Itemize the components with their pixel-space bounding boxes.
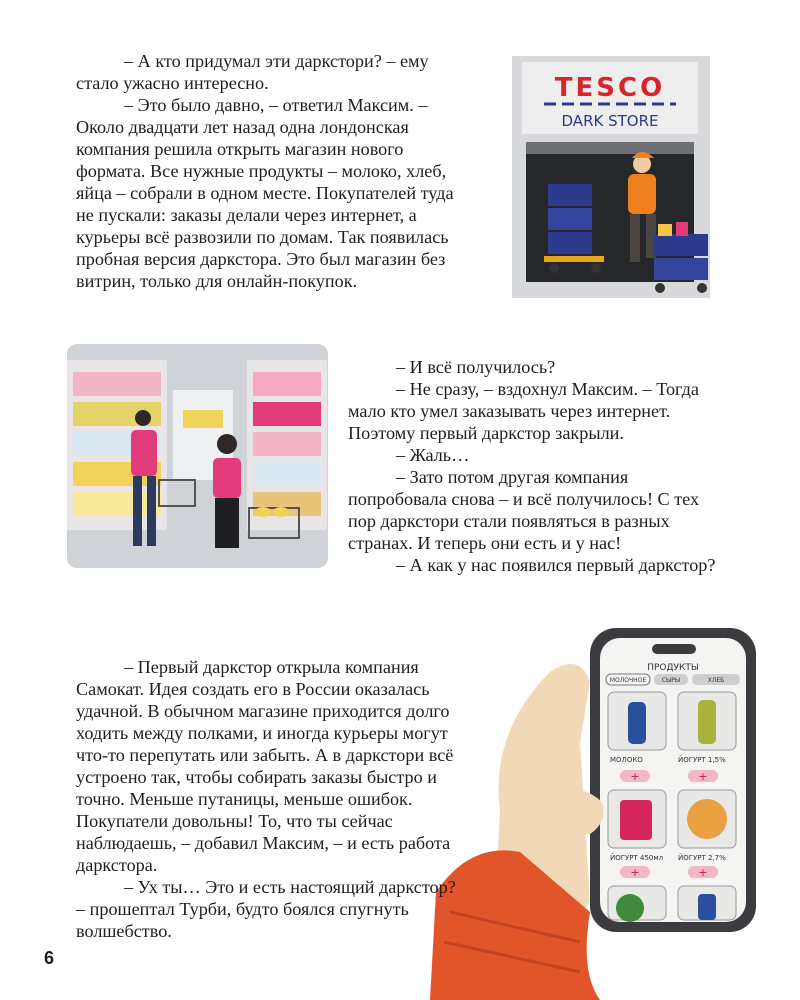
phone-in-hand-illustration [430, 612, 800, 1000]
add-button-symbol: + [698, 866, 708, 879]
paragraph: – Не сразу, – вздохнул Максим. – Тогда мало кто умел заказывать через интернет. Поэтому первый даркстор закрыли. [348, 379, 699, 443]
sign-subtitle: DARK STORE [561, 112, 659, 130]
paragraph: – Ух ты… Это и есть настоящий даркстор? – прошептал Турби, будто боялся спугнуть волшебство. [76, 877, 456, 941]
add-button-symbol: + [630, 770, 640, 783]
text-block-intro [76, 50, 456, 292]
tab-dairy: МОЛОЧНОЕ [609, 677, 647, 684]
paragraph: – Зато потом другая компания попробовала снова – и всё получилось! С тех пор даркстори стали появляться в разных странах. И теперь они есть и у нас! [348, 467, 700, 553]
product-milk-label: МОЛОКО [610, 756, 643, 764]
store-aisle-illustration [63, 340, 332, 572]
product-yogurt-450-label: ЙОГУРТ 450мл [610, 854, 664, 862]
product-yogurt-15-label: ЙОГУРТ 1,5% [678, 756, 726, 764]
add-button-symbol: + [698, 770, 708, 783]
paragraph: – Это было давно, – ответил Максим. – Около двадцати лет назад одна лондонская компания решила открыть магазин нового формата. Все нужные продукты – молоко, хлеб, яйца – собрали в одном месте. Покупателей туда не пускали: заказы делали через интернет, а курьеры всё развозили по домам. Так появилась пробная версия даркстора. Это был магазин без витрин, только для онлайн-покупок. [76, 95, 454, 291]
paragraph: – А кто придумал эти даркстори? – ему стало ужасно интересно. [76, 51, 429, 93]
tab-cheese: СЫРЫ [661, 677, 681, 684]
sign-brand: TESCO [554, 73, 666, 103]
page-number: 6 [44, 948, 55, 968]
paragraph: – Жаль… [396, 445, 470, 465]
tab-bread: ХЛЕБ [707, 677, 725, 684]
add-button-symbol: + [630, 866, 640, 879]
paragraph: – Первый даркстор открыла компания Самокат. Идея создать его в России оказалась удачной. В обычном магазине приходится долго ходить между полками, и иногда курьеры могут что-то перепутать или забыть. А в даркстори всё устроено так, чтобы собирать заказы быстро и точно. Меньше путаницы, меньше ошибок. Покупатели довольны! То, что ты сейчас наблюдаешь, – добавил Максим, – и есть работа даркстора. [76, 657, 454, 875]
paragraph: – И всё получилось? [396, 357, 556, 377]
text-block-samokat [76, 656, 466, 942]
text-block-dialogue [348, 356, 728, 576]
product-yogurt-27-label: ЙОГУРТ 2,7% [678, 854, 726, 862]
paragraph: – А как у нас появился первый даркстор? [396, 555, 716, 575]
tesco-dark-store-illustration [508, 54, 714, 326]
screen-title: ПРОДУКТЫ [647, 663, 699, 673]
